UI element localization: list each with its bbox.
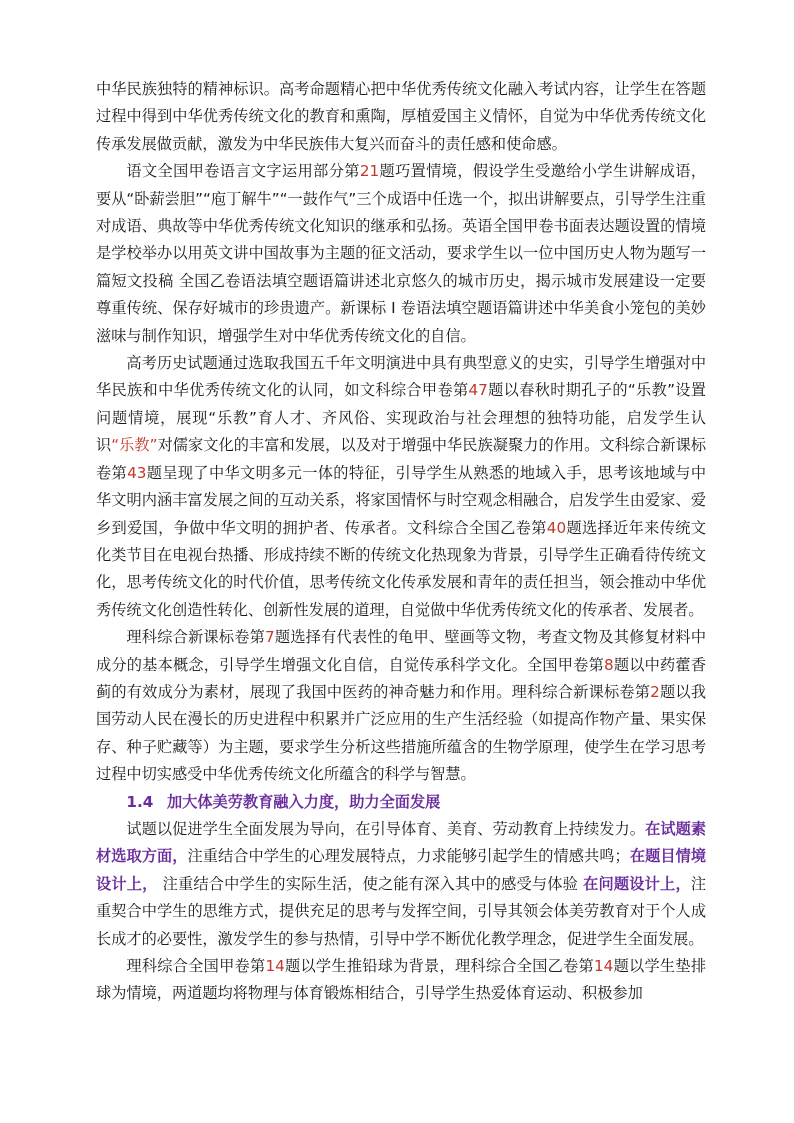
text: 题巧置情境，假设学生受邀给小学生讲解成语，要从“卧薪尝胆”“庖丁解牛”“一鼓作气”三个成语中任选一个，拟出讲解要点，引导学生注重对成语、典故等中华优秀传统文化知识的继承和弘扬。英语全国甲卷书面表达题设置的情境是学校举办以用英文讲中国故事为主题的征文活动，要求学生以一位中国历史人物为题写一篇短文投稿 全国乙卷语法填空题语篇讲述北京悠久的城市历史，揭示城市发展建设一定要尊重传统、保存好城市的珍贵遗产。新课标 I 卷语法填空题语篇讲述中华美食小笼包的美妙滋味与制作知识，增强学生对中华优秀传统文化的自信。 bbox=[96, 162, 707, 345]
question-number: 14 bbox=[265, 957, 285, 975]
text: 题以我国劳动人民在漫长的历史进程中积累并广泛应用的生产生活经验（如提高作物产量、果实保存、种子贮藏等）为主题，要求学生分析这些措施所蕴含的生物学原理，使学生在学习思考过程中切实感受中华优秀传统文化所蕴含的科学与智慧。 bbox=[96, 682, 707, 784]
text: 语文全国甲卷语言文字运用部分第 bbox=[126, 162, 360, 181]
section-heading bbox=[96, 789, 706, 816]
paragraph-1: 中华民族独特的精神标识。高考命题精心把中华优秀传统文化融入考试内容，让学生在答题过程中得到中华优秀传统文化的教育和熏陶，厚植爱国主义情怀，自觉为中华优秀传统文化传承发展做贡献，激发为中华民族伟大复兴而奋斗的责任感和使命感。 bbox=[96, 80, 706, 153]
text: 题呈现了中华文明多元一体的特征，引导学生从熟悉的地域入手，思考该地域与中华文明内涵丰富发展之间的互动关系，将家国情怀与时空观念相融合，启发学生由爱家、爱乡到爱国，争做中华文明的拥护者、传承者。文科综合全国乙卷第 bbox=[96, 463, 707, 537]
question-number: 40 bbox=[546, 518, 567, 537]
document-page bbox=[96, 76, 706, 1008]
text: 高考历史试题通过选取我国五千年文明演进中具有典型意义的史实，引导学生增强对中华民族和中华优秀传统文化的认同，如文科综合甲卷第 bbox=[96, 354, 706, 400]
question-number: 43 bbox=[127, 463, 147, 482]
paragraph-2 bbox=[96, 158, 706, 350]
section-title: 加大体美劳教育融入力度，助力全面发展 bbox=[166, 792, 441, 811]
emphasis: 在试题素材选取方面， bbox=[96, 819, 707, 866]
emphasis: 在问题设计上， bbox=[583, 874, 691, 893]
text: 题以春秋时期孔子的“乐教”设置问题情境，展现“乐教”育人才、齐风俗、实现政治与社会理想的独特功能，启发学生认识 bbox=[96, 381, 706, 455]
question-number: 2 bbox=[650, 682, 660, 701]
question-number: 21 bbox=[359, 162, 380, 181]
paragraph-4 bbox=[96, 624, 706, 788]
paragraph-3 bbox=[96, 350, 706, 624]
question-number: 8 bbox=[603, 655, 614, 674]
paragraph-5 bbox=[96, 816, 706, 953]
text: 注重结合中学生的实际生活，使之能有深入其中的感受与体验 bbox=[157, 874, 584, 893]
paragraph-6 bbox=[96, 953, 706, 1008]
text: 试题以促进学生全面发展为导向，在引导体育、美育、劳动教育上持续发力。 bbox=[126, 819, 646, 838]
question-number: 7 bbox=[265, 628, 275, 647]
question-number: 47 bbox=[468, 381, 488, 400]
text: 理科综合全国甲卷第 bbox=[126, 957, 266, 975]
text: 题选择近年来传统文化类节目在电视台热播、形成持续不断的传统文化热现象为背景，引导学生正确看待传统文化，思考传统文化的时代价值，思考传统文化传承发展和青年的责任担当，领会推动中华优秀传统文化创造性转化、创新性发展的道理，自觉做中华优秀传统文化的传承者、发展者。 bbox=[96, 518, 707, 619]
text: 题以学生推铅球为背景，理科综合全国乙卷第 bbox=[284, 957, 594, 975]
text: 题选择有代表性的龟甲、壁画等文物，考查文物及其修复材料中成分的基本概念，引导学生增强文化自信，自觉传承科学文化。全国甲卷第 bbox=[96, 628, 707, 674]
section-number: 1.4 bbox=[126, 792, 154, 811]
text: 理科综合新课标卷第 bbox=[126, 628, 266, 647]
text: 注重结合中学生的心理发展特点，力求能够引起学生的情感共鸣； bbox=[187, 847, 630, 866]
text: 注重契合中学生的思维方式，提供充足的思考与发挥空间，引导其领会体美劳教育对于个人成长成才的必要性，激发学生的参与热情，引导中学不断优化教学理念，促进学生全面发展。 bbox=[96, 874, 707, 948]
text: 题以中药藿香蓟的有效成分为素材，展现了我国中医药的神奇魅力和作用。理科综合新课标卷第 bbox=[96, 655, 707, 701]
text: 题以学生垫排球为情境，两道题均将物理与体育锻炼相结合，引导学生热爱体育运动、积极参加 bbox=[96, 957, 707, 1003]
highlighted-term: “乐教” bbox=[111, 436, 158, 455]
question-number: 14 bbox=[594, 957, 614, 975]
text: 对儒家文化的丰富和发展，以及对于增强中华民族凝聚力的作用。文科综合新课标卷第 bbox=[96, 436, 707, 482]
emphasis: 在题目情境设计上， bbox=[96, 847, 707, 893]
